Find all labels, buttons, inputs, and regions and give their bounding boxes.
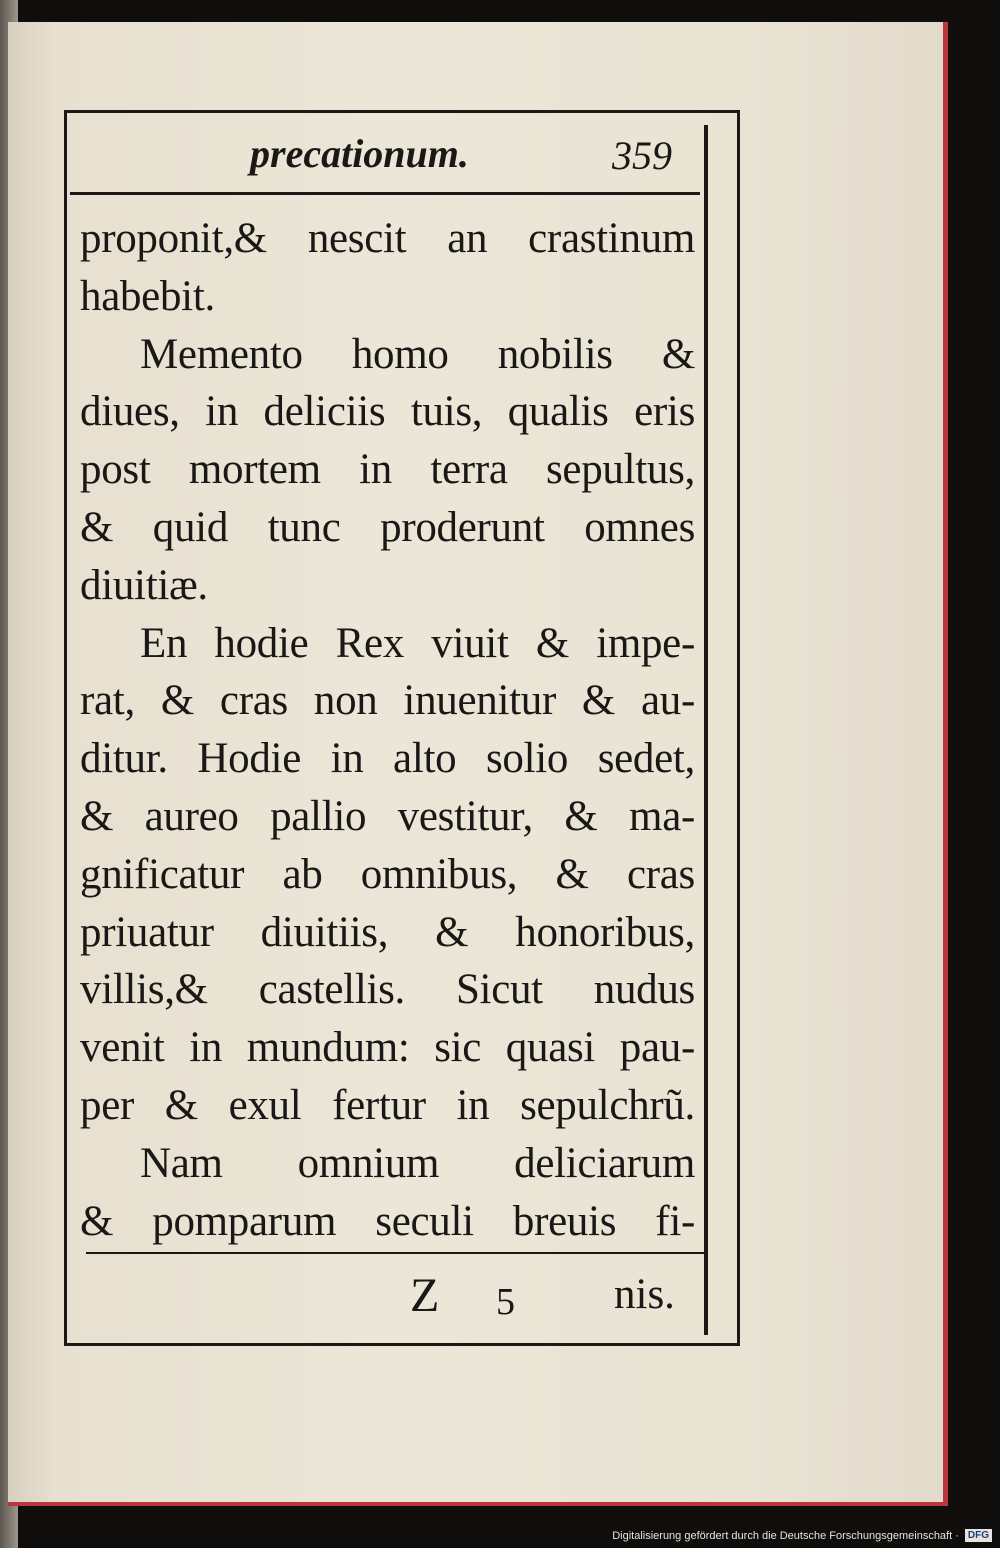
footer-rule: [86, 1252, 704, 1254]
text-line: rat, & cras non inuenitur & au-: [80, 677, 695, 725]
credit-text: Digitalisierung gefördert durch die Deutsche Forschungsgemeinschaft ·: [612, 1529, 959, 1542]
text-line: venit in mundum: sic quasi pau-: [80, 1024, 695, 1072]
dfg-logo: DFG: [965, 1529, 992, 1542]
text-line: & pomparum seculi breuis fi-: [80, 1197, 695, 1245]
signature-mark: Z: [410, 1269, 440, 1322]
running-head: precationum.: [250, 131, 469, 176]
text-line: En hodie Rex viuit & impe-: [140, 619, 695, 667]
text-line: gnificatur ab omnibus, & cras: [80, 850, 695, 898]
text-line: diuitiæ.: [80, 561, 208, 609]
text-line: ditur. Hodie in alto solio sedet,: [80, 735, 695, 783]
page-border-inner-rule: [704, 125, 708, 1335]
signature-number: 5: [496, 1281, 515, 1323]
text-line: villis,& castellis. Sicut nudus: [80, 966, 695, 1014]
catchword: nis.: [614, 1271, 675, 1318]
text-line: proponit,& nescit an crastinum: [80, 215, 695, 262]
text-line: Memento homo nobilis &: [140, 330, 695, 378]
body-text: [80, 210, 695, 1250]
text-line: priuatur diuitiis, & honoribus,: [80, 908, 695, 956]
text-line: per & exul fertur in sepulchrũ.: [80, 1081, 695, 1129]
text-line: Nam omnium deliciarum: [140, 1139, 695, 1187]
text-line: & aureo pallio vestitur, & ma-: [80, 792, 695, 840]
text-line: & quid tunc proderunt omnes: [80, 503, 695, 551]
header-rule: [70, 192, 700, 195]
text-line: post mortem in terra sepultus,: [80, 446, 695, 494]
digitization-credit: [612, 1529, 992, 1542]
page-number: 359: [612, 133, 672, 178]
text-line: habebit.: [80, 272, 215, 320]
text-line: diues, in deliciis tuis, qualis eris: [80, 388, 695, 436]
